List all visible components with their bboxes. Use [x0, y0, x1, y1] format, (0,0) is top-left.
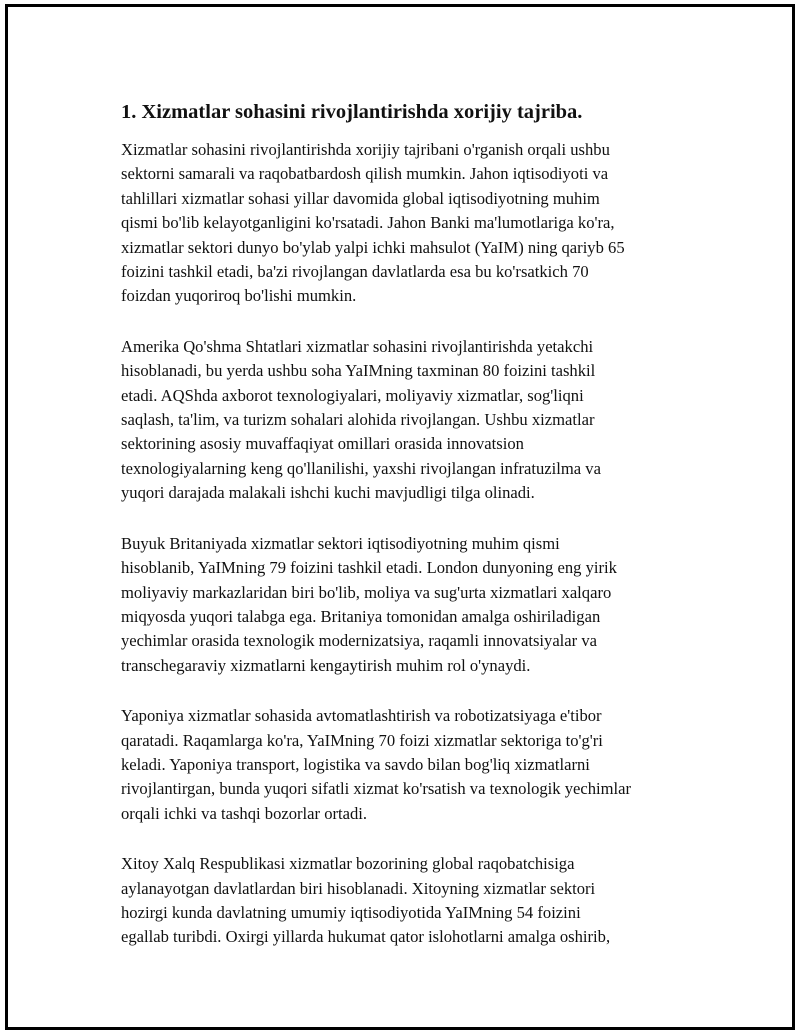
paragraph	[121, 335, 701, 506]
paragraph-container	[121, 138, 701, 950]
paragraph	[121, 852, 701, 950]
paragraph-line: orqali ichki va tashqi bozorlar ortadi.	[121, 803, 368, 823]
paragraph-line: tahlillari xizmatlar sohasi yillar davomida global iqtisodiyotning muhim	[121, 188, 600, 208]
paragraph-line: miqyosda yuqori talabga ega. Britaniya tomonidan amalga oshiriladigan	[121, 606, 601, 626]
paragraph-line: yechimlar orasida texnologik modernizatsiya, raqamli innovatsiyalar va	[121, 631, 597, 651]
paragraph-line: aylanayotgan davlatlardan biri hisoblanadi. Xitoyning xizmatlar sektori	[121, 878, 596, 898]
paragraph-line: sektorni samarali va raqobatbardosh qilish mumkin. Jahon iqtisodiyoti va	[121, 164, 609, 184]
paragraph-line: qaratadi. Raqamlarga ko'ra, YaIMning 70 foizi xizmatlar sektoriga to'g'ri	[121, 730, 603, 750]
paragraph-line: sektorining asosiy muvaffaqiyat omillari orasida innovatsion	[121, 434, 524, 454]
paragraph-line: foizdan yuqoriroq bo'lishi mumkin.	[121, 286, 357, 306]
paragraph-line: hisoblanib, YaIMning 79 foizini tashkil etadi. London dunyoning eng yirik	[121, 558, 617, 578]
paragraph-line: foizini tashkil etadi, ba'zi rivojlangan davlatlarda esa bu ko'rsatkich 70	[121, 262, 589, 282]
paragraph	[121, 138, 701, 309]
paragraph-line: Buyuk Britaniyada xizmatlar sektori iqtisodiyotning muhim qismi	[121, 533, 560, 553]
paragraph-line: Xitoy Xalq Respublikasi xizmatlar bozorining global raqobatchisiga	[121, 854, 575, 874]
document-body	[121, 98, 701, 976]
section-heading: 1. Xizmatlar sohasini rivojlantirishda xorijiy tajriba.	[121, 101, 583, 123]
paragraph-line: xizmatlar sektori dunyo bo'ylab yalpi ichki mahsulot (YaIM) ning qariyb 65	[121, 237, 625, 257]
paragraph-line: Yaponiya xizmatlar sohasida avtomatlashtirish va robotizatsiyaga e'tibor	[121, 706, 602, 726]
paragraph-line: rivojlantirgan, bunda yuqori sifatli xizmat ko'rsatish va texnologik yechimlar	[121, 779, 632, 799]
paragraph-line: moliyaviy markazlaridan biri bo'lib, moliya va sug'urta xizmatlari xalqaro	[121, 582, 612, 602]
paragraph-line: transchegaraviy xizmatlarni kengaytirish muhim rol o'ynaydi.	[121, 655, 531, 675]
paragraph-line: Xizmatlar sohasini rivojlantirishda xorijiy tajribani o'rganish orqali ushbu	[121, 140, 610, 159]
paragraph-line: etadi. AQShda axborot texnologiyalari, moliyaviy xizmatlar, sog'liqni	[121, 385, 584, 405]
paragraph-line: keladi. Yaponiya transport, logistika va savdo bilan bog'liq xizmatlarni	[121, 754, 590, 774]
paragraph-line: Amerika Qo'shma Shtatlari xizmatlar sohasini rivojlantirishda yetakchi	[121, 336, 594, 356]
paragraph-line: saqlash, ta'lim, va turizm sohalari alohida rivojlangan. Ushbu xizmatlar	[121, 410, 595, 430]
paragraph-line: egallab turibdi. Oxirgi yillarda hukumat qator islohotlarni amalga oshirib,	[121, 927, 611, 947]
document-page	[5, 4, 795, 1030]
paragraph-line: texnologiyalarning keng qo'llanilishi, yaxshi rivojlangan infratuzilma va	[121, 458, 601, 478]
paragraph	[121, 532, 701, 678]
paragraph-line: yuqori darajada malakali ishchi kuchi mavjudligi tilga olinadi.	[121, 483, 535, 503]
paragraph-line: hozirgi kunda davlatning umumiy iqtisodiyotida YaIMning 54 foizini	[121, 902, 581, 922]
paragraph-line: qismi bo'lib kelayotganligini ko'rsatadi. Jahon Banki ma'lumotlariga ko'ra,	[121, 213, 615, 233]
paragraph	[121, 704, 701, 826]
paragraph-line: hisoblanadi, bu yerda ushbu soha YaIMning taxminan 80 foizini tashkil	[121, 361, 596, 381]
